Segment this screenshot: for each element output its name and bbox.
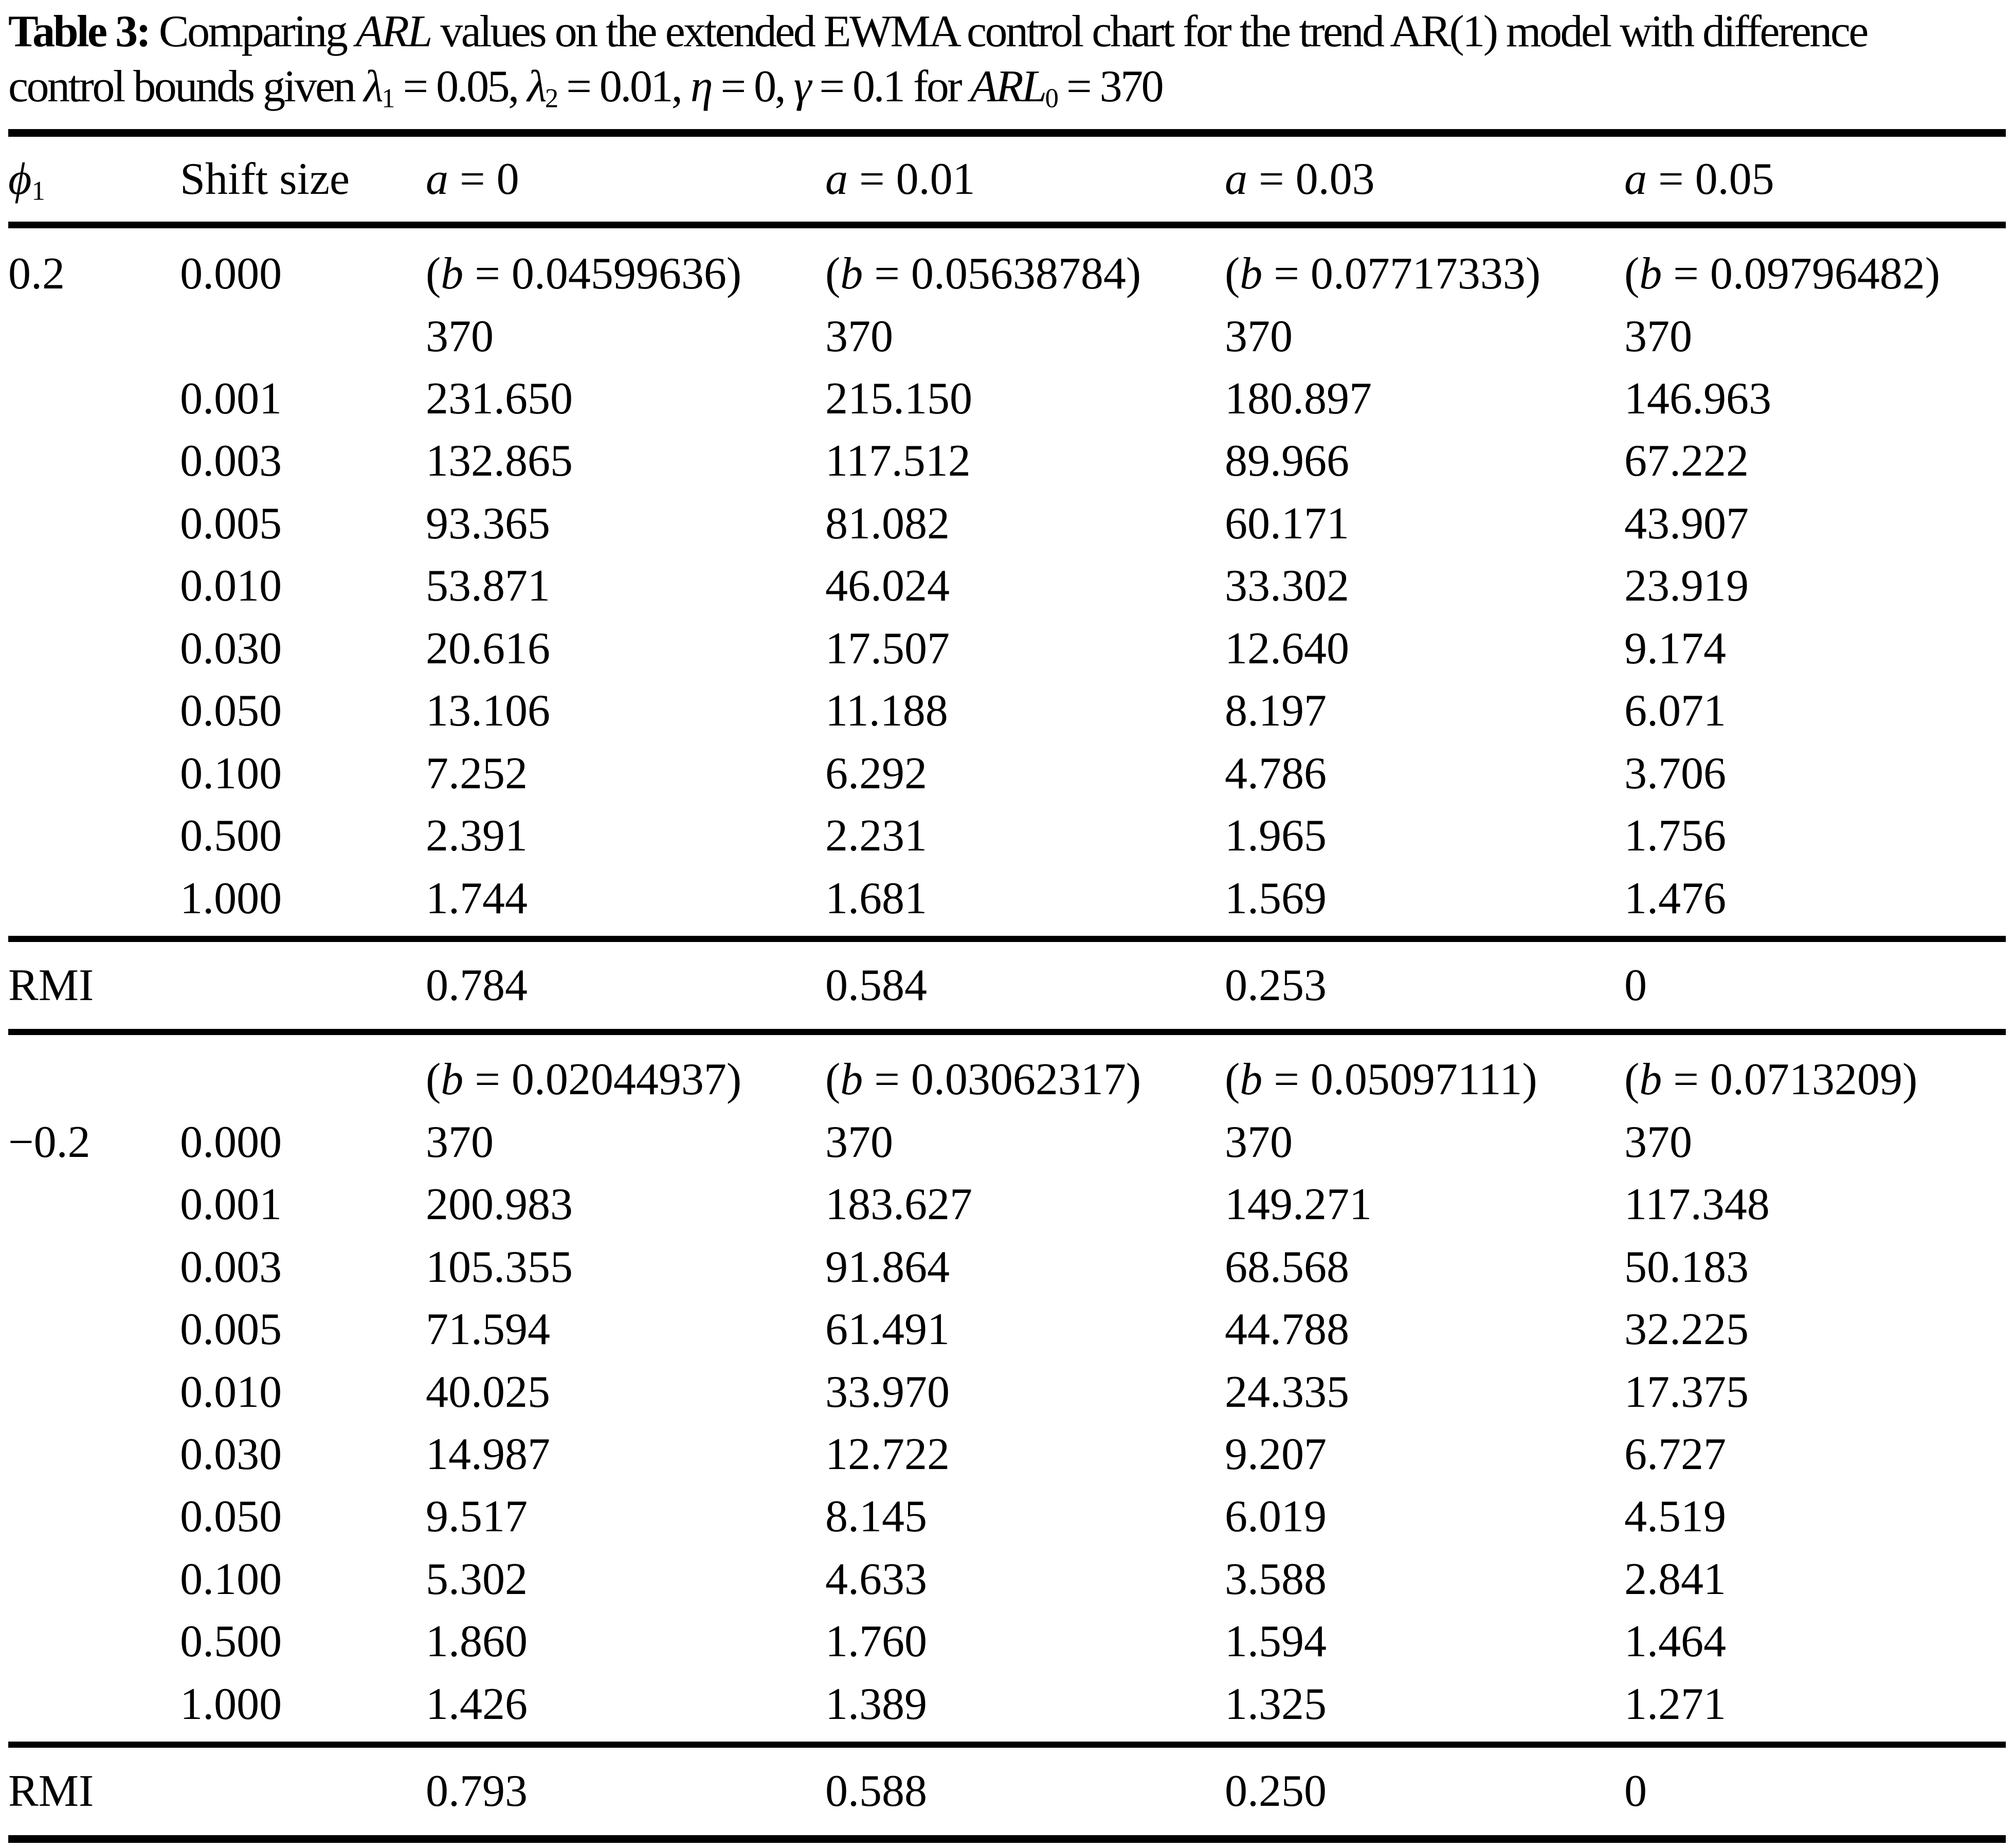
data-row (8, 1298, 2006, 1361)
arl-value-cell: 81.082 (825, 498, 950, 549)
arl-value-cell: 9.207 (1224, 1429, 1327, 1480)
bound-and-arl0-cell (1624, 225, 2006, 368)
arl-value-cell: 1.389 (825, 1679, 927, 1729)
arl-value-cell: 1.325 (1224, 1679, 1327, 1729)
arl-value-cell: 105.355 (425, 1242, 573, 1292)
rmi-value-cell: 0.250 (1224, 1766, 1327, 1817)
arl0-value: 370 (1224, 311, 1293, 361)
shift-size-cell: 0.050 (180, 686, 282, 736)
phi-value-cell (8, 430, 180, 492)
phi-value-cell: 0.2 (8, 249, 65, 299)
arl0-value: 370 (1624, 1117, 1692, 1167)
shift-size-cell: 0.003 (180, 1242, 282, 1292)
table-caption-line-2: control bounds given $\lambda_1 = 0.05$, $\lambda_2 = 0.01$, η = 0, γ = 0.1 for $ARL_0 = 370$ (8, 62, 1163, 114)
arl-value-cell: 8.145 (825, 1492, 927, 1542)
arl-value-cell: 11.188 (825, 686, 948, 736)
rmi-value-cell: 0.588 (825, 1766, 927, 1817)
data-row (8, 493, 2006, 555)
phi-value-cell (8, 1548, 180, 1610)
arl-value-cell: 117.512 (825, 436, 971, 486)
arl-value-cell: 14.987 (425, 1429, 550, 1480)
block2-rmi-group (8, 1745, 2006, 1839)
data-row (8, 555, 2006, 617)
phi-value-cell (8, 368, 180, 430)
rmi-value-cell: 0.253 (1224, 960, 1327, 1010)
shift-size-cell: 0.500 (180, 1617, 282, 1667)
arl-value-cell: 8.197 (1224, 686, 1327, 736)
arl-value-cell: 9.517 (425, 1492, 528, 1542)
arl-comparison-table (8, 129, 2006, 1843)
block2-arl0-row (8, 1111, 2006, 1173)
arl-value-cell: 1.744 (425, 873, 528, 923)
arl-value-cell: 132.865 (425, 436, 573, 486)
data-row (8, 680, 2006, 742)
data-row (8, 1173, 2006, 1236)
arl-value-cell: 1.965 (1224, 811, 1327, 861)
shift-size-cell: 0.003 (180, 436, 282, 486)
b-bound-value: (b = 0.04599636) (425, 249, 742, 299)
col-header-a-0.05: a = 0.05 (1624, 154, 1774, 204)
arl-value-cell: 1.760 (825, 1617, 927, 1667)
rmi-label: RMI (8, 960, 94, 1010)
block2-data-rows (8, 1173, 2006, 1745)
shift-size-cell: 0.005 (180, 498, 282, 549)
arl-value-cell: 1.756 (1624, 811, 1726, 861)
arl-value-cell: 183.627 (825, 1180, 972, 1230)
arl-value-cell: 3.588 (1224, 1554, 1327, 1604)
arl-value-cell: 12.722 (825, 1429, 950, 1480)
arl-value-cell: 68.568 (1224, 1242, 1349, 1292)
arl-value-cell: 13.106 (425, 686, 550, 736)
b-bound-value: (b = 0.09796482) (1624, 249, 1941, 299)
col-header-a-0.01: a = 0.01 (825, 154, 975, 204)
bound-cell: (b = 0.03062317) (825, 1055, 1141, 1105)
data-row (8, 1485, 2006, 1548)
bound-and-arl0-cell (825, 225, 1225, 368)
rmi-row (8, 1745, 2006, 1839)
arl0-value: 370 (1224, 1117, 1293, 1167)
arl0-value: 370 (425, 311, 494, 361)
phi-value-cell (8, 555, 180, 617)
table-header (8, 133, 2006, 225)
data-row (8, 867, 2006, 939)
shift-size-cell: 0.000 (180, 249, 282, 299)
shift-size-cell (180, 1032, 426, 1111)
arl-value-cell: 2.231 (825, 811, 927, 861)
data-row (8, 742, 2006, 805)
data-row (8, 368, 2006, 430)
arl-value-cell: 180.897 (1224, 374, 1372, 424)
shift-size-cell: 1.000 (180, 1679, 282, 1729)
arl-value-cell: 146.963 (1624, 374, 1771, 424)
phi-value-cell (8, 1485, 180, 1548)
b-bound-value: (b = 0.07717333) (1224, 249, 1541, 299)
phi-value-cell (8, 1673, 180, 1745)
shift-size-cell: 1.000 (180, 873, 282, 923)
arl-value-cell: 1.681 (825, 873, 927, 923)
rmi-value-cell: 0 (1624, 1766, 1647, 1817)
arl-value-cell: 200.983 (425, 1180, 573, 1230)
arl-value-cell: 5.302 (425, 1554, 528, 1604)
bound-and-arl0-cell (426, 225, 825, 368)
block2-bounds-row (8, 1032, 2006, 1111)
shift-size-cell: 0.005 (180, 1305, 282, 1355)
data-row (8, 1610, 2006, 1673)
rmi-label: RMI (8, 1766, 94, 1817)
col-header-a-0.03: a = 0.03 (1224, 154, 1375, 204)
data-row (8, 1236, 2006, 1298)
data-row (8, 1673, 2006, 1745)
bound-and-arl0-cell (1225, 225, 1624, 368)
block1-data-rows (8, 368, 2006, 939)
table-header-row (8, 133, 2006, 225)
shift-size-cell: 0.030 (180, 1429, 282, 1480)
rmi-value-cell: 0.584 (825, 960, 927, 1010)
arl-value-cell: 6.019 (1224, 1492, 1327, 1542)
rmi-empty-cell (180, 939, 426, 1032)
col-header-a-0: a = 0 (425, 154, 519, 204)
arl-value-cell: 61.491 (825, 1305, 950, 1355)
data-row (8, 1548, 2006, 1610)
arl-value-cell: 46.024 (825, 561, 950, 611)
arl-value-cell: 40.025 (425, 1367, 550, 1417)
arl-value-cell: 1.464 (1624, 1617, 1726, 1667)
arl-value-cell: 215.150 (825, 374, 972, 424)
arl-value-cell: 6.292 (825, 748, 927, 799)
arl-value-cell: 50.183 (1624, 1242, 1749, 1292)
arl0-value: 370 (1624, 311, 1692, 361)
bound-cell: (b = 0.0713209) (1624, 1055, 1918, 1105)
shift-size-cell: 0.500 (180, 811, 282, 861)
arl-value-cell: 231.650 (425, 374, 573, 424)
arl-value-cell: 93.365 (425, 498, 550, 549)
rmi-value-cell: 0 (1624, 960, 1647, 1010)
shift-size-cell: 0.001 (180, 374, 282, 424)
arl-value-cell: 6.071 (1624, 686, 1726, 736)
rmi-empty-cell (180, 1745, 426, 1839)
arl-value-cell: 24.335 (1224, 1367, 1349, 1417)
phi-value-cell: −0.2 (8, 1117, 90, 1167)
arl-value-cell: 149.271 (1224, 1180, 1372, 1230)
arl-value-cell: 1.271 (1624, 1679, 1726, 1729)
arl-value-cell: 60.171 (1224, 498, 1349, 549)
phi-value-cell (8, 742, 180, 805)
data-row (8, 805, 2006, 867)
arl-value-cell: 32.225 (1624, 1305, 1749, 1355)
arl-value-cell: 17.375 (1624, 1367, 1749, 1417)
arl-value-cell: 1.860 (425, 1617, 528, 1667)
shift-size-cell: 0.010 (180, 1367, 282, 1417)
arl-value-cell: 2.391 (425, 811, 528, 861)
arl-value-cell: 91.864 (825, 1242, 950, 1292)
arl-value-cell: 3.706 (1624, 748, 1726, 799)
bound-cell: (b = 0.05097111) (1224, 1055, 1537, 1105)
arl-value-cell: 20.616 (425, 623, 550, 674)
phi-value-cell (8, 867, 180, 939)
arl-value-cell: 117.348 (1624, 1180, 1770, 1230)
arl-value-cell: 1.426 (425, 1679, 528, 1729)
shift-size-cell: 0.100 (180, 1554, 282, 1604)
arl-value-cell: 4.519 (1624, 1492, 1726, 1542)
b-bound-value: (b = 0.05638784) (825, 249, 1141, 299)
arl-value-cell: 7.252 (425, 748, 528, 799)
arl-value-cell: 44.788 (1224, 1305, 1349, 1355)
arl-value-cell: 4.786 (1224, 748, 1327, 799)
rmi-row (8, 939, 2006, 1032)
arl-value-cell: 17.507 (825, 623, 950, 674)
bound-cell: (b = 0.02044937) (425, 1055, 742, 1105)
rmi-value-cell: 0.784 (425, 960, 528, 1010)
phi-value-cell (8, 493, 180, 555)
phi-value-cell (8, 1032, 180, 1111)
arl-value-cell: 6.727 (1624, 1429, 1726, 1480)
shift-size-cell: 0.030 (180, 623, 282, 674)
phi-value-cell (8, 1423, 180, 1485)
arl-value-cell: 71.594 (425, 1305, 550, 1355)
arl-value-cell: 2.841 (1624, 1554, 1726, 1604)
phi-value-cell (8, 1361, 180, 1423)
arl-value-cell: 53.871 (425, 561, 550, 611)
arl-value-cell: 67.222 (1624, 436, 1749, 486)
arl-value-cell: 89.966 (1224, 436, 1349, 486)
table-caption-line-1: Table 3: Comparing ARL values on the extended EWMA control chart for the trend AR(1) model with difference (8, 7, 1867, 57)
arl-value-cell: 43.907 (1624, 498, 1749, 549)
arl-value-cell: 4.633 (825, 1554, 927, 1604)
shift-size-cell: 0.010 (180, 561, 282, 611)
arl-value-cell: 1.569 (1224, 873, 1327, 923)
arl-value-cell: 23.919 (1624, 561, 1749, 611)
shift-size-cell: 0.050 (180, 1492, 282, 1542)
block1-rmi-group (8, 939, 2006, 1032)
arl0-value: 370 (425, 1117, 494, 1167)
phi-value-cell (8, 1610, 180, 1673)
phi-value-cell (8, 618, 180, 680)
data-row (8, 618, 2006, 680)
block1-bounds-row (8, 225, 2006, 368)
phi-value-cell (8, 1236, 180, 1298)
col-header-phi: $\phi_1$ (8, 154, 45, 206)
arl-value-cell: 1.594 (1224, 1617, 1327, 1667)
arl-value-cell: 12.640 (1224, 623, 1349, 674)
data-row (8, 1423, 2006, 1485)
arl-value-cell: 33.302 (1224, 561, 1349, 611)
block2-first-rows-group (8, 1032, 2006, 1173)
arl-value-cell: 9.174 (1624, 623, 1726, 674)
shift-size-cell: 0.100 (180, 748, 282, 799)
arl-value-cell: 1.476 (1624, 873, 1726, 923)
table-caption (8, 4, 2006, 115)
phi-value-cell (8, 680, 180, 742)
data-row (8, 1361, 2006, 1423)
col-header-shift-size: Shift size (180, 154, 350, 204)
phi-value-cell (8, 1173, 180, 1236)
arl0-value: 370 (825, 311, 893, 361)
rmi-value-cell: 0.793 (425, 1766, 528, 1817)
shift-size-cell: 0.000 (180, 1117, 282, 1167)
phi-value-cell (8, 1298, 180, 1361)
shift-size-cell: 0.001 (180, 1180, 282, 1230)
block1-first-row-group (8, 225, 2006, 368)
phi-value-cell (8, 805, 180, 867)
arl-value-cell: 33.970 (825, 1367, 950, 1417)
arl0-value: 370 (825, 1117, 893, 1167)
data-row (8, 430, 2006, 492)
